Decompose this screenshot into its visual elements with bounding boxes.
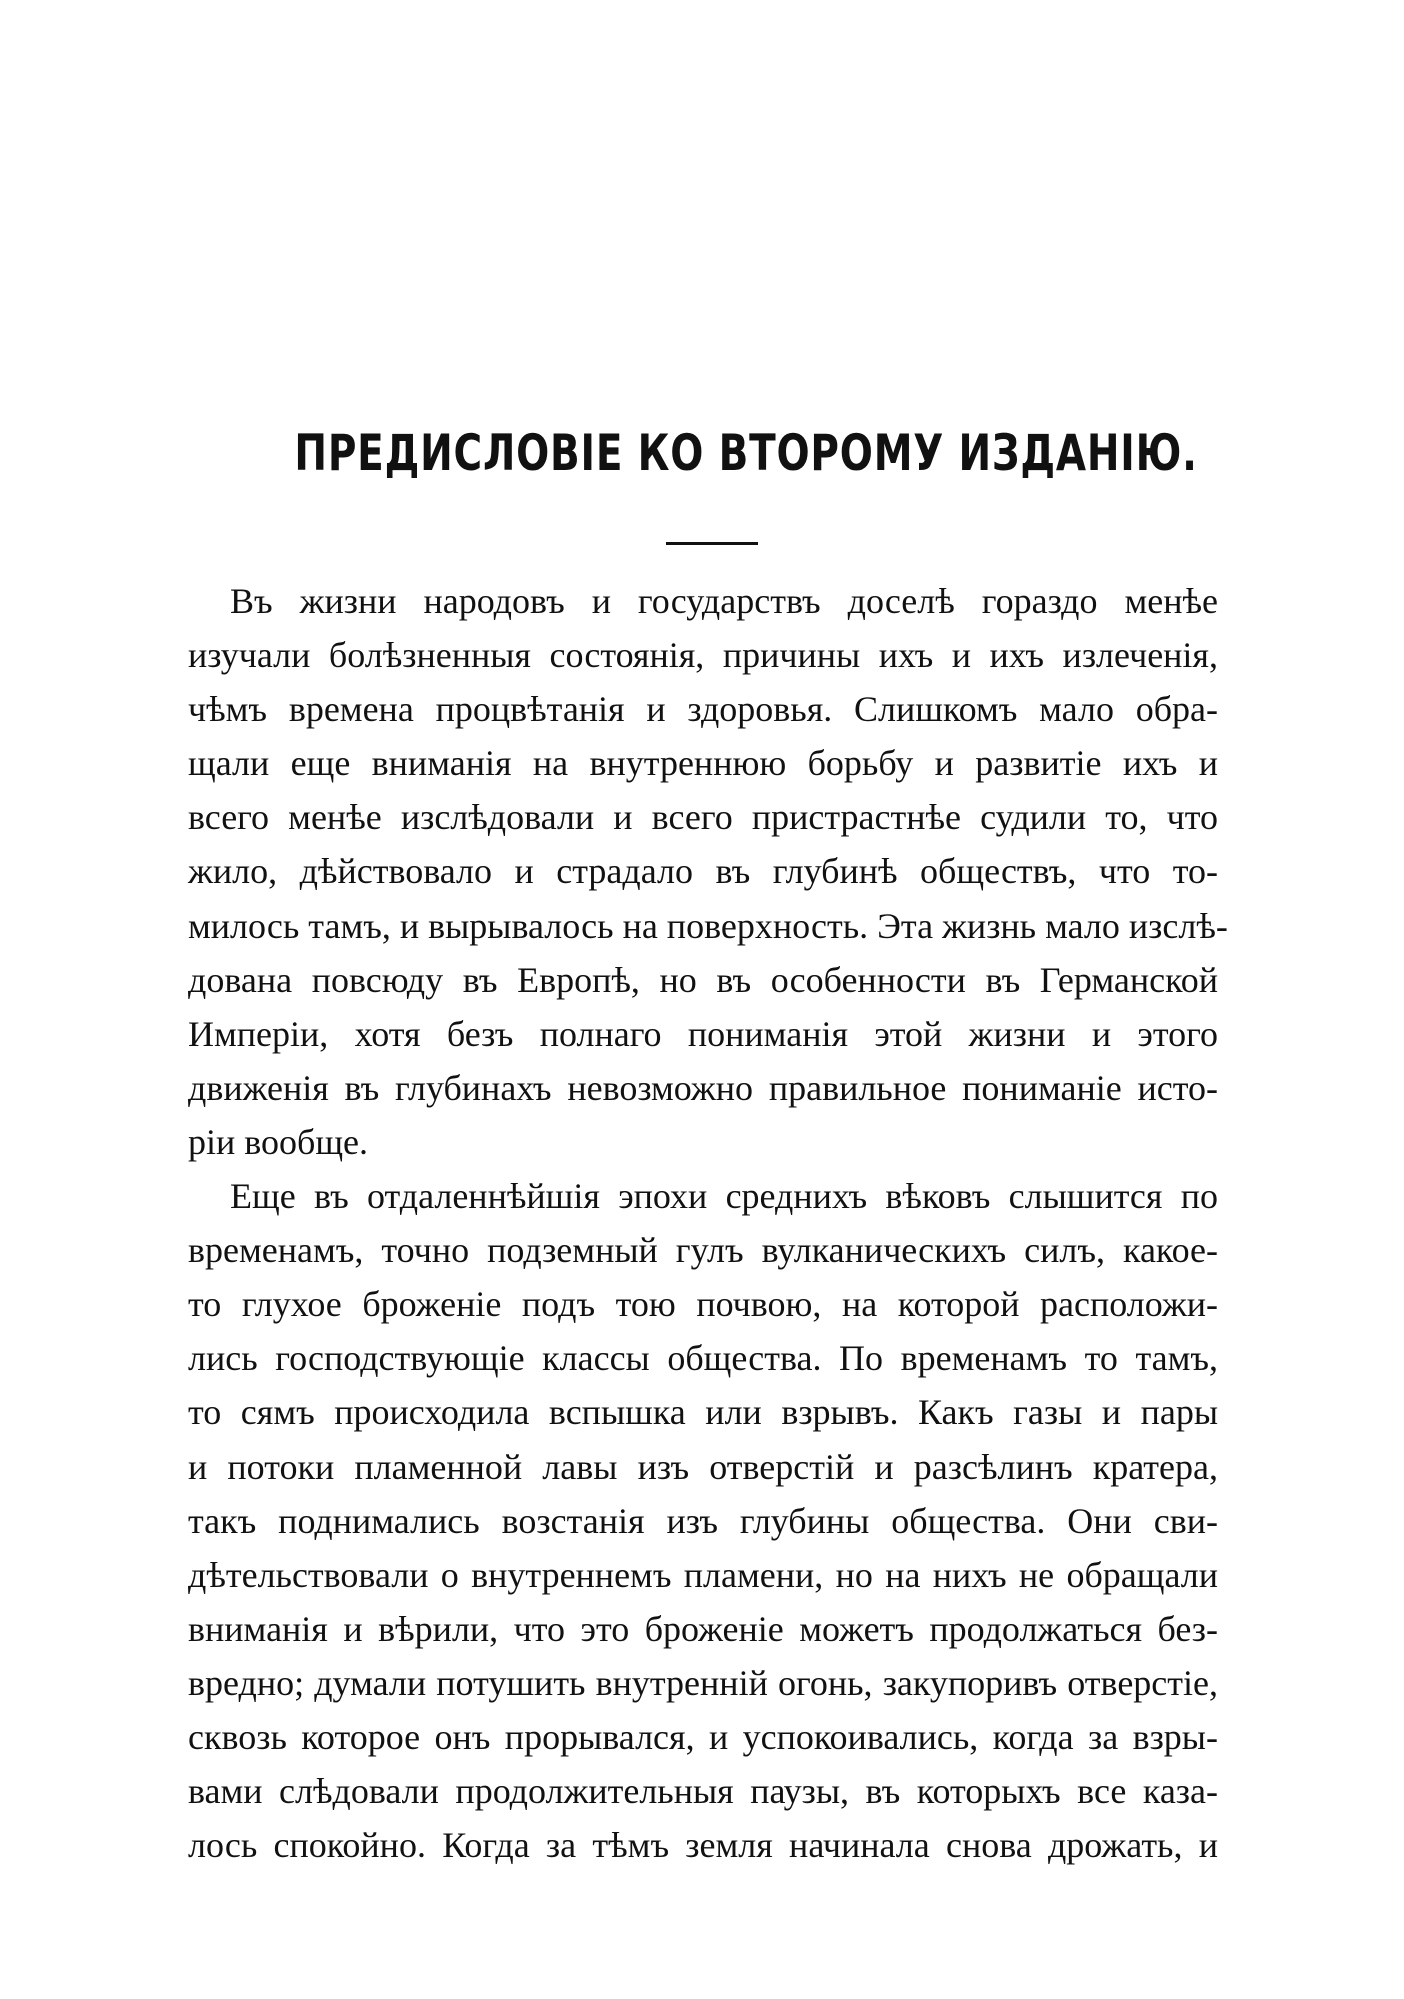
text-line: движенія въ глубинахъ невозможно правильное пониманіе исто- xyxy=(188,1067,1218,1108)
text-line: лись господствующіе классы общества. По временамъ то тамъ, xyxy=(188,1338,1218,1379)
text-line: то сямъ происходила вспышка или взрывъ. Какъ газы и пары xyxy=(188,1392,1218,1433)
text-line: Имперіи, хотя безъ полнаго пониманія этой жизни и этого xyxy=(188,1013,1218,1054)
title-divider xyxy=(666,542,758,545)
text-line: Въ жизни народовъ и государствъ доселѣ гораздо менѣе xyxy=(230,581,1218,621)
text-line: ріи вообще. xyxy=(188,1121,369,1162)
text-line: такъ поднимались возстанія изъ глубины общества. Они сви- xyxy=(188,1500,1218,1541)
text-line: Еще въ отдаленнѣйшія эпохи среднихъ вѣковъ слышится по xyxy=(230,1176,1218,1217)
page-title: ПРЕДИСЛОВІЕ КО ВТОРОМУ ИЗДАНІЮ. xyxy=(294,424,1198,482)
text-line: щали еще вниманія на внутреннюю борьбу и развитіе ихъ и xyxy=(188,743,1218,784)
text-line: чѣмъ времена процвѣтанія и здоровья. Слишкомъ мало обра- xyxy=(188,689,1218,730)
text-line: вами слѣдовали продолжительныя паузы, въ которыхъ все каза- xyxy=(188,1771,1218,1812)
text-line: изучали болѣзненныя состоянія, причины ихъ и ихъ излеченія, xyxy=(188,635,1218,676)
text-line: лось спокойно. Когда за тѣмъ земля начинала снова дрожать, и xyxy=(188,1825,1218,1866)
text-line: жило, дѣйствовало и страдало въ глубинѣ обществъ, что то- xyxy=(188,851,1218,892)
text-line: всего менѣе изслѣдовали и всего пристрастнѣе судили то, что xyxy=(188,797,1218,838)
text-line: дѣтельствовали о внутреннемъ пламени, но на нихъ не обращали xyxy=(188,1554,1218,1595)
text-line: временамъ, точно подземный гулъ вулканическихъ силъ, какое- xyxy=(188,1230,1218,1271)
text-line: сквозь которое онъ прорывался, и успокоивались, когда за взры- xyxy=(188,1716,1218,1757)
text-line: вниманія и вѣрили, что это броженіе можетъ продолжаться без- xyxy=(188,1608,1218,1649)
text-line: вредно; думали потушить внутренній огонь, закупоривъ отверстіе, xyxy=(188,1662,1218,1703)
text-line: милось тамъ, и вырывалось на поверхность. Эта жизнь мало изслѣ- xyxy=(188,905,1228,946)
text-line: и потоки пламенной лавы изъ отверстій и разсѣлинъ кратера, xyxy=(188,1446,1218,1487)
body-text xyxy=(188,574,1228,1872)
text-line: дована повсюду въ Европѣ, но въ особенности въ Германской xyxy=(188,959,1218,1000)
text-line: то глухое броженіе подъ тою почвою, на которой расположи- xyxy=(188,1284,1218,1325)
